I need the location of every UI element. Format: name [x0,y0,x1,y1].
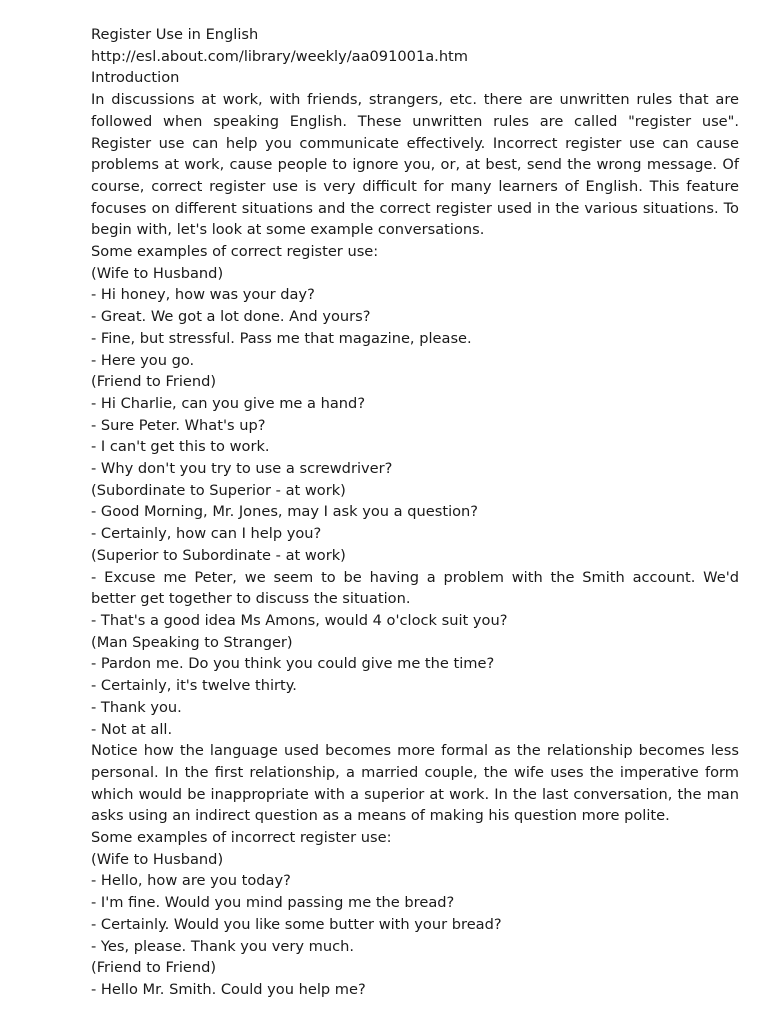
conversation-label: (Man Speaking to Stranger) [91,633,293,651]
conversation-label: (Subordinate to Superior - at work) [91,481,346,499]
source-url: http://esl.about.com/library/weekly/aa091001a.htm [91,47,469,65]
dialogue-line: - Certainly, it's twelve thirty. [91,677,297,695]
conversation-label: (Wife to Husband) [91,850,224,868]
dialogue-line: - That's a good idea Ms Amons, would 4 o'clock suit you? [91,611,508,629]
dialogue-line: - Great. We got a lot done. And yours? [91,308,371,326]
dialogue-line: - Why don't you try to use a screwdriver? [91,460,393,478]
dialogue-line: - Hi honey, how was your day? [91,286,315,304]
notice-paragraph: Notice how the language used becomes more formal as the relationship becomes less personal. In the first relationship, a married couple, the wife uses the imperative form which would be inappropriate with a superior at work. In the last conversation, the man asks using an indirect question as a means of making his question more polite. [91,742,739,825]
dialogue-line: - Fine, but stressful. Pass me that magazine, please. [91,329,472,347]
incorrect-examples-heading: Some examples of incorrect register use: [91,829,392,847]
dialogue-line: - I'm fine. Would you mind passing me the bread? [91,894,455,912]
document-body [91,24,739,1001]
dialogue-line: - I can't get this to work. [91,438,270,456]
conversation-label: (Superior to Subordinate - at work) [91,546,346,564]
dialogue-line: - Pardon me. Do you think you could give me the time? [91,655,495,673]
dialogue-line: - Here you go. [91,351,195,369]
intro-paragraph: In discussions at work, with friends, strangers, etc. there are unwritten rules that are followed when speaking English. These unwritten rules are called "register use". Register use can help you communicate effectively. Incorrect register use can cause problems at work, cause people to ignore you, or, at best, send the wrong message. Of course, correct register use is very difficult for many learners of English. This feature focuses on different situations and the correct register used in the various situations. To begin with, let's look at some example conversations. [91,91,739,239]
dialogue-line: - Hello, how are you today? [91,872,291,890]
dialogue-line: - Yes, please. Thank you very much. [91,937,355,955]
dialogue-line: - Not at all. [91,720,173,738]
dialogue-line: - Good Morning, Mr. Jones, may I ask you a question? [91,503,479,521]
section-heading: Introduction [91,69,180,87]
correct-examples-heading: Some examples of correct register use: [91,243,379,261]
dialogue-line: - Excuse me Peter, we seem to be having a problem with the Smith account. We'd better get together to discuss the situation. [91,568,739,608]
dialogue-line: - Sure Peter. What's up? [91,416,266,434]
conversation-label: (Friend to Friend) [91,959,217,977]
dialogue-line: - Hello Mr. Smith. Could you help me? [91,980,366,998]
dialogue-line: - Hi Charlie, can you give me a hand? [91,394,366,412]
document-title: Register Use in English [91,26,259,43]
dialogue-line: - Certainly, how can I help you? [91,525,322,543]
dialogue-line: - Certainly. Would you like some butter with your bread? [91,915,502,933]
conversation-label: (Friend to Friend) [91,373,217,391]
conversation-label: (Wife to Husband) [91,264,224,282]
dialogue-line: - Thank you. [91,698,182,716]
